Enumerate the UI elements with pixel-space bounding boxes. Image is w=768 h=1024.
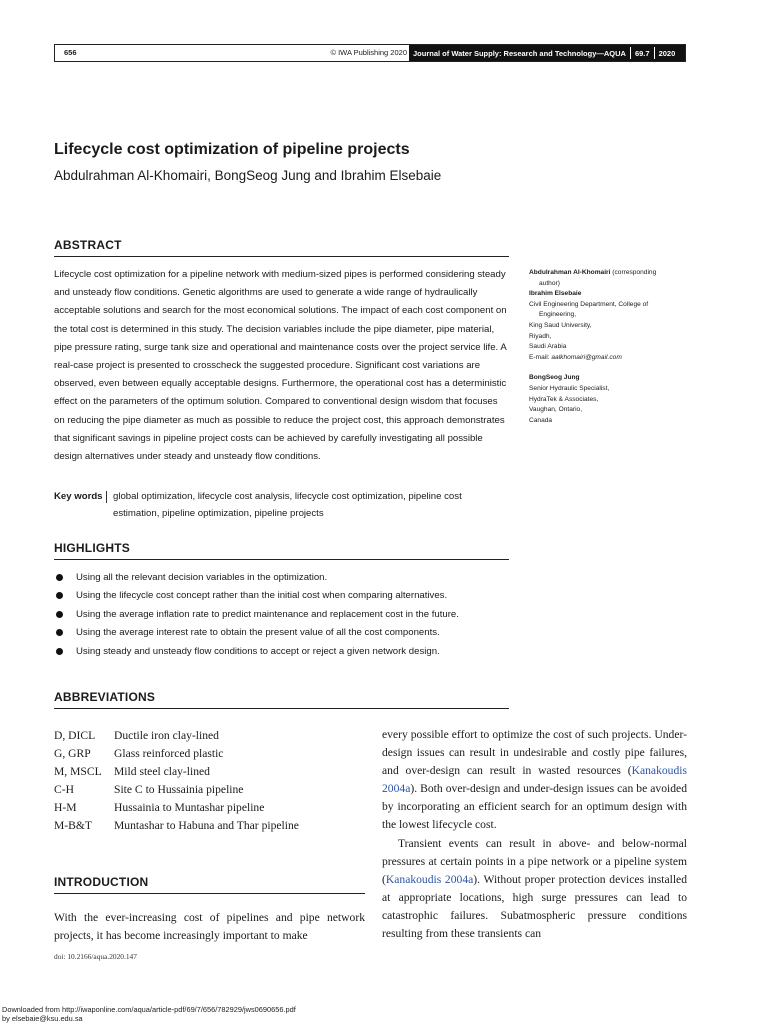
copyright-notice: © IWA Publishing 2020: [330, 48, 407, 57]
affiliation-author-name: BongSeog Jung: [529, 374, 580, 382]
abbreviations-list: [54, 726, 299, 835]
affiliation-author-name: Ibrahim Elsebaie: [529, 290, 582, 298]
affiliation-city: Riyadh,: [529, 332, 552, 340]
journal-name: Journal of Water Supply: Research and Technology—AQUA: [413, 48, 626, 58]
affiliation-country: Saudi Arabia: [529, 343, 567, 351]
doi[interactable]: doi: 10.2166/aqua.2020.147: [54, 952, 137, 961]
section-rule: [54, 708, 509, 709]
journal-year: 2020: [658, 48, 676, 58]
affiliation-note: author): [539, 279, 560, 287]
bullet-icon: [56, 648, 63, 655]
email-label: E-mail:: [529, 353, 552, 361]
bullet-icon: [56, 629, 63, 636]
keywords-divider: [106, 491, 107, 503]
affiliation-university: King Saud University,: [529, 321, 592, 329]
bullet-icon: [56, 574, 63, 581]
abbreviation-row: M, MSCL Mild steel clay-lined: [54, 764, 210, 778]
body-paragraph: Transient events can result in above- and below-normal pressures at certain points in a pipe network or a pipeline system (Kanakoudis 2004a). Without proper protection devices installed at appropriate locations, high surge pressures can lead to catastrophic failures. Subatmospheric pressure conditions resulting from these transients can: [382, 836, 687, 941]
bullet-icon: [56, 592, 63, 599]
introduction-heading-block: [54, 875, 148, 889]
author-affiliations: [529, 268, 689, 426]
section-rule: [54, 559, 509, 560]
author-email[interactable]: aalkhomairi@gmail.com: [551, 353, 622, 361]
citation-link[interactable]: Kanakoudis 2004a: [382, 764, 687, 796]
highlight-item: Using steady and unsteady flow conditions to accept or reject a given network design.: [54, 642, 524, 661]
abbreviation-row: C-H Site C to Hussainia pipeline: [54, 782, 244, 796]
abbreviation-row: H-M Hussainia to Muntashar pipeline: [54, 800, 265, 814]
affiliation-city: Vaughan, Ontario,: [529, 406, 583, 414]
highlights-heading-block: [54, 541, 130, 555]
page-number: 656: [64, 48, 77, 57]
section-rule: [54, 256, 509, 257]
affiliation-note: (corresponding: [610, 269, 657, 276]
abbreviation-row: M-B&T Muntashar to Habuna and Thar pipeline: [54, 819, 299, 833]
abstract-text: Lifecycle cost optimization for a pipeline network with medium-sized pipes is performed considering steady and unsteady flow conditions. Genetic algorithms are used to generate a wide range of hydraulically acceptable solutions and search for the most economical solutions. The impact of each cost component on the total cost is determined in this study. The decision variables include the pipe diameter, pipe material, pipe pressure rating, surge tank size and operational and maintenance costs over the project service life. A real-case project is presented to crosscheck the suggested procedure. Significant cost variations are observed, even between equally acceptable designs. Furthermore, the operational cost has a deterministic effect on the parameters of the optimum solution. Compared to conventional design wisdom that focuses on reducing the pipe diameter as much as possible to reduce the project cost, this approach demonstrates that significant savings in pipeline project costs can be achieved by carefully investigating all possible design alternatives under steady and unsteady flow conditions.: [54, 269, 507, 463]
download-user: by elsebaie@ksu.edu.sa: [2, 1013, 83, 1023]
journal-volume: 69.7: [634, 48, 650, 58]
journal-band: [409, 45, 685, 61]
body-paragraph: every possible effort to optimize the cost of such projects. Under-design issues can result in undesirable and costly pipe failures, and over-design can result in wasted resources (Kanakoudis 2004a). Both over-design and under-design issues can be avoided by incorporating an efficient search for an optimum design with the lowest lifecycle cost.: [382, 728, 687, 832]
highlights-list: [54, 568, 524, 661]
affiliation-author-name: Abdulrahman Al-Khomairi: [529, 269, 611, 276]
citation-link[interactable]: Kanakoudis 2004a: [385, 872, 474, 886]
highlight-item: Using the lifecycle cost concept rather than the initial cost when comparing alternatives.: [54, 587, 524, 606]
affiliation-country: Canada: [529, 416, 553, 424]
affiliation-role: Senior Hydraulic Specialist,: [529, 384, 610, 392]
body-column-right: [382, 726, 687, 943]
affiliation-department: Civil Engineering Department, College of: [529, 300, 649, 308]
affiliation-organization: HydraTek & Associates,: [529, 395, 599, 403]
abstract-heading-block: [54, 238, 122, 252]
abbreviations-heading-block: [54, 690, 155, 704]
abbreviation-row: D, DICL Ductile iron clay-lined: [54, 728, 219, 742]
highlight-item: Using the average inflation rate to predict maintenance and replacement cost in the future.: [54, 605, 524, 624]
keywords: [54, 488, 509, 522]
journal-header: [54, 44, 686, 62]
highlight-item: Using the average interest rate to obtain the present value of all the cost components.: [54, 624, 524, 643]
introduction-heading: INTRODUCTION: [54, 875, 149, 889]
affiliation-department: Engineering,: [539, 311, 577, 319]
section-rule: [54, 893, 365, 894]
abbreviations-heading: ABBREVIATIONS: [54, 690, 156, 704]
abbreviation-row: G, GRP Glass reinforced plastic: [54, 746, 224, 760]
introduction-text: With the ever-increasing cost of pipelines and pipe network projects, it has become increasingly important to make: [54, 911, 365, 943]
keywords-list: global optimization, lifecycle cost analysis, lifecycle cost optimization, pipeline cost estimation, pipeline optimization, pipeline projects: [113, 491, 462, 519]
download-notice: [2, 1006, 296, 1023]
download-url[interactable]: Downloaded from http://iwaponline.com/aqua/article-pdf/69/7/656/782929/jws0690656.pdf: [2, 1005, 296, 1014]
highlight-item: Using all the relevant decision variables in the optimization.: [54, 568, 524, 587]
abstract-heading: ABSTRACT: [54, 238, 122, 252]
highlights-heading: HIGHLIGHTS: [54, 541, 130, 555]
article-authors: Abdulrahman Al-Khomairi, BongSeog Jung and Ibrahim Elsebaie: [54, 168, 442, 183]
article-title: Lifecycle cost optimization of pipeline projects: [54, 141, 410, 158]
keywords-label: Key words: [54, 491, 103, 502]
bullet-icon: [56, 611, 63, 618]
